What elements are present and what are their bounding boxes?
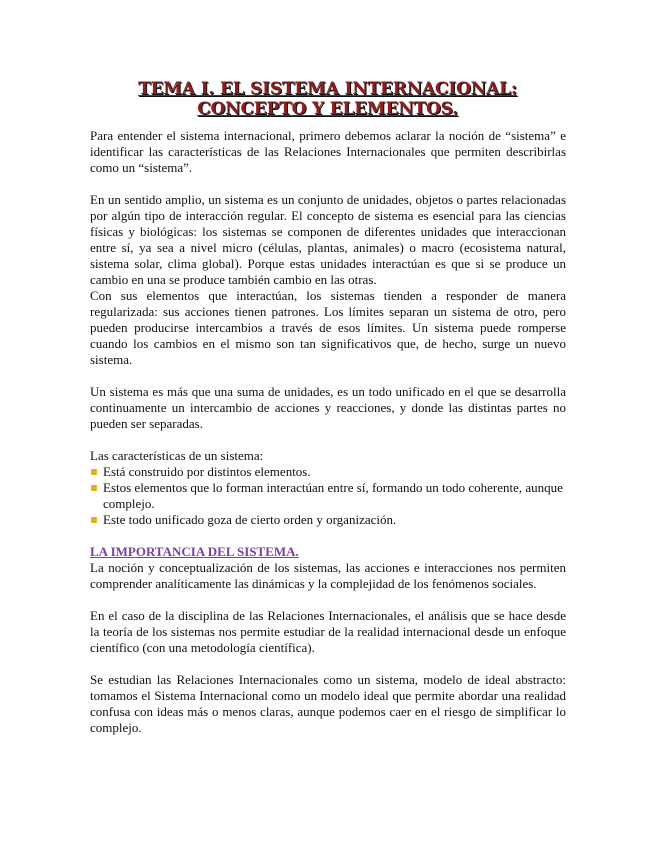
paragraph-intro: Para entender el sistema internacional, primero debemos aclarar la noción de “sistema” e identificar las características de las Relaciones Internacionales que permiten describirlas como un “sistema”. bbox=[90, 128, 566, 175]
paragraph-elements: Con sus elementos que interactúan, los sistemas tienden a responder de manera regularizada: sus acciones tienen patrones. Los límites separan un sistema de otro, pero pueden producirse intercambios a través de esos límites. Un sistema puede romperse cuando los cambios en el mismo son tan significativos que, de hecho, surge un nuevo sistema. bbox=[90, 288, 566, 367]
list-item: Estos elementos que lo forman interactúan entre sí, formando un todo coherente, aunque complejo. bbox=[90, 480, 566, 512]
title-line-1: TEMA I. EL SISTEMA INTERNACIONAL: bbox=[138, 79, 517, 99]
paragraph-importance: La noción y conceptualización de los sistemas, las acciones e interacciones nos permiten comprender analíticamente las dinámicas y la complejidad de los fenómenos sociales. bbox=[90, 560, 566, 591]
paragraph-definition: En un sentido amplio, un sistema es un conjunto de unidades, objetos o partes relacionadas por algún tipo de interacción regular. El concepto de sistema es esencial para las ciencias físicas y biológicas: los sistemas se componen de diferentes unidades que interaccionan entre sí, ya sea a nivel micro (células, plantas, animales) o macro (ecosistema natural, sistema solar, clima global). Porque estas unidades interactúan es que si se produce un cambio en una se produce también cambio en las otras. bbox=[90, 192, 566, 287]
document-body bbox=[90, 128, 566, 752]
paragraph-unified-whole: Un sistema es más que una suma de unidades, es un todo unificado en el que se desarrolla continuamente un intercambio de acciones y reacciones, y donde las distintas partes no pueden ser separadas. bbox=[90, 384, 566, 431]
paragraph-abstract-model: Se estudian las Relaciones Internacionales como un sistema, modelo de ideal abstracto: tomamos el Sistema Internacional como un modelo ideal que permite abordar una realidad confusa con ideas más o menos claras, aunque podemos caer en el riesgo de simplificar lo complejo. bbox=[90, 672, 566, 735]
list-item: Está construido por distintos elementos. bbox=[90, 464, 566, 480]
document-title bbox=[0, 79, 655, 119]
list-item: Este todo unificado goza de cierto orden y organización. bbox=[90, 512, 566, 528]
characteristics-list bbox=[90, 464, 566, 528]
title-line-2: CONCEPTO Y ELEMENTOS. bbox=[197, 99, 458, 119]
list-intro: Las características de un sistema: bbox=[90, 448, 264, 463]
section-title: LA IMPORTANCIA DEL SISTEMA. bbox=[90, 544, 299, 559]
paragraph-discipline: En el caso de la disciplina de las Relaciones Internacionales, el análisis que se hace desde la teoría de los sistemas nos permite estudiar de la realidad internacional desde un enfoque científico (con una metodología científica). bbox=[90, 608, 566, 655]
